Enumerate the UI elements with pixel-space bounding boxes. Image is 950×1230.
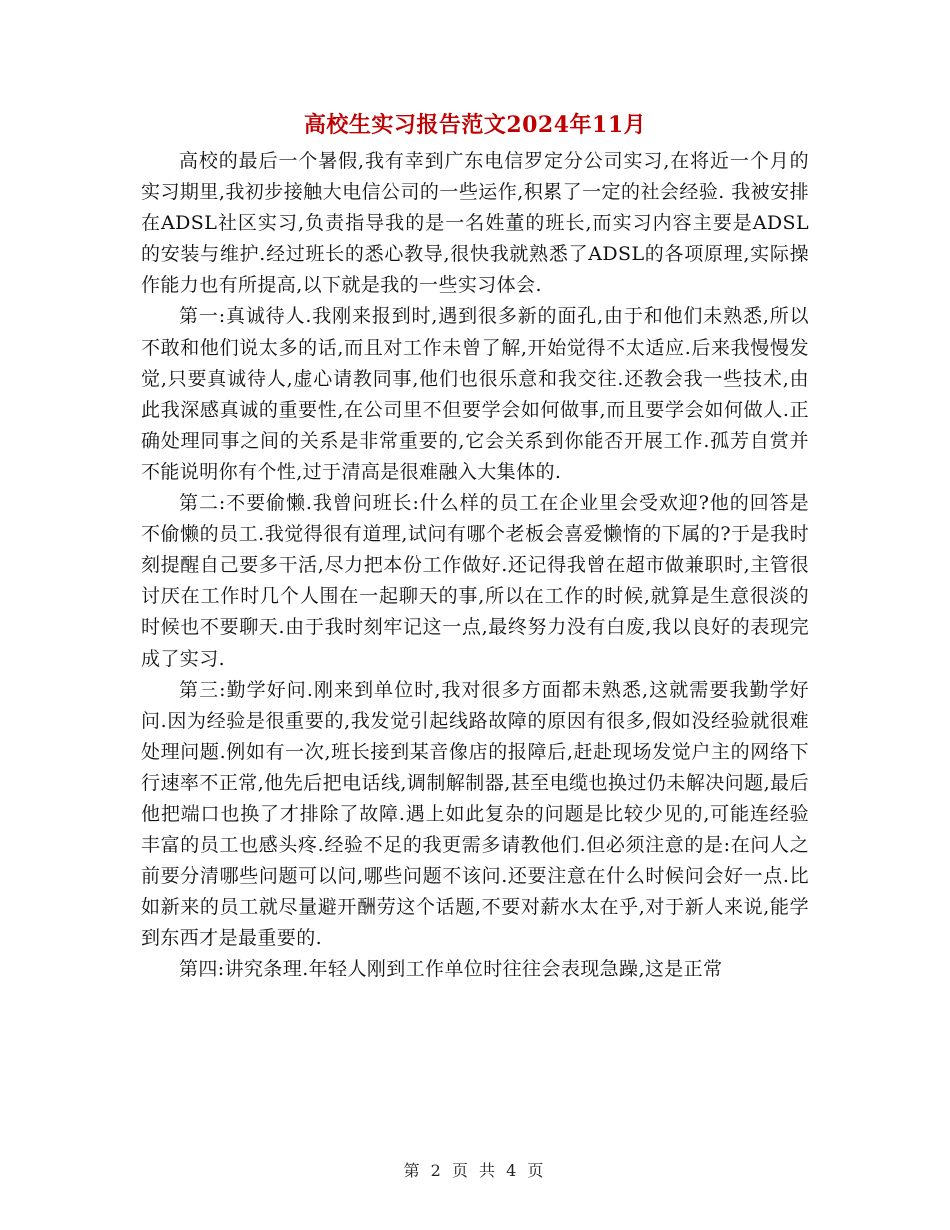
paragraph-diligence: 第二:不要偷懒.我曾问班长:什么样的员工在企业里会受欢迎?他的回答是不偷懒的员工.我觉得很有道理,试问有哪个老板会喜爱懒惰的下属的?于是我时刻提醒自己要多干活,尽力把本份工作做好.还记得我曾在超市做兼职时,主管很讨厌在工作时几个人围在一起聊天的事,所以在工作的时候,就算是生意很淡的时候也不要聊天.由于我时刻牢记这一点,最终努力没有白废,我以良好的表现完成了实习. xyxy=(141,492,809,670)
paragraph-inquiry: 第三:勤学好问.刚来到单位时,我对很多方面都未熟悉,这就需要我勤学好问.因为经验是很重要的,我发觉引起线路故障的原因有很多,假如没经验就很难处理问题.例如有一次,班长接到某音像店的报障后,赶赴现场发觉户主的网络下行速率不正常,他先后把电话线,调制解制器,甚至电缆也换过仍未解决问题,最后他把端口也换了才排除了故障.遇上如此复杂的问题是比较少见的,可能连经验丰富的员工也感头疼.经验不足的我更需多请教他们.但必须注意的是:在问人之前要分清哪些问题可以问,哪些问题不该问.还要注意在什么时候问会好一点.比如新来的员工就尽量避开酬劳这个话题,不要对薪水太在乎,对于新人来说,能学到东西才是最重要的. xyxy=(141,678,809,950)
document-title: 高校生实习报告范文2024年11月 xyxy=(303,112,647,138)
paragraph-sincerity: 第一:真诚待人.我刚来报到时,遇到很多新的面孔,由于和他们未熟悉,所以不敢和他们说太多的话,而且对工作未曾了解,开始觉得不太适应.后来我慢慢发觉,只要真诚待人,虚心请教同事,他们也很乐意和我交往.还教会我一些技术,由此我深感真诚的重要性,在公司里不但要学会如何做事,而且要学会如何做人.正确处理同事之间的关系是非常重要的,它会关系到你能否开展工作.孤芳自赏并不能说明你有个性,过于清高是很难融入大集体的. xyxy=(141,305,809,483)
paragraph-intro: 高校的最后一个暑假,我有幸到广东电信罗定分公司实习,在将近一个月的实习期里,我初步接触大电信公司的一些运作,积累了一定的社会经验. 我被安排在ADSL社区实习,负责指导我的是一名姓董的班长,而实习内容主要是ADSL的安装与维护.经过班长的悉心教导,很快我就熟悉了ADSL的各项原理,实际操作能力也有所提高,以下就是我的一些实习体会. xyxy=(141,150,809,297)
paragraph-orderliness: 第四:讲究条理.年轻人刚到工作单位时往往会表现急躁,这是正常 xyxy=(179,958,723,981)
page-number-footer: 第 2 页 共 4 页 xyxy=(403,1161,547,1180)
document-body xyxy=(141,146,809,986)
